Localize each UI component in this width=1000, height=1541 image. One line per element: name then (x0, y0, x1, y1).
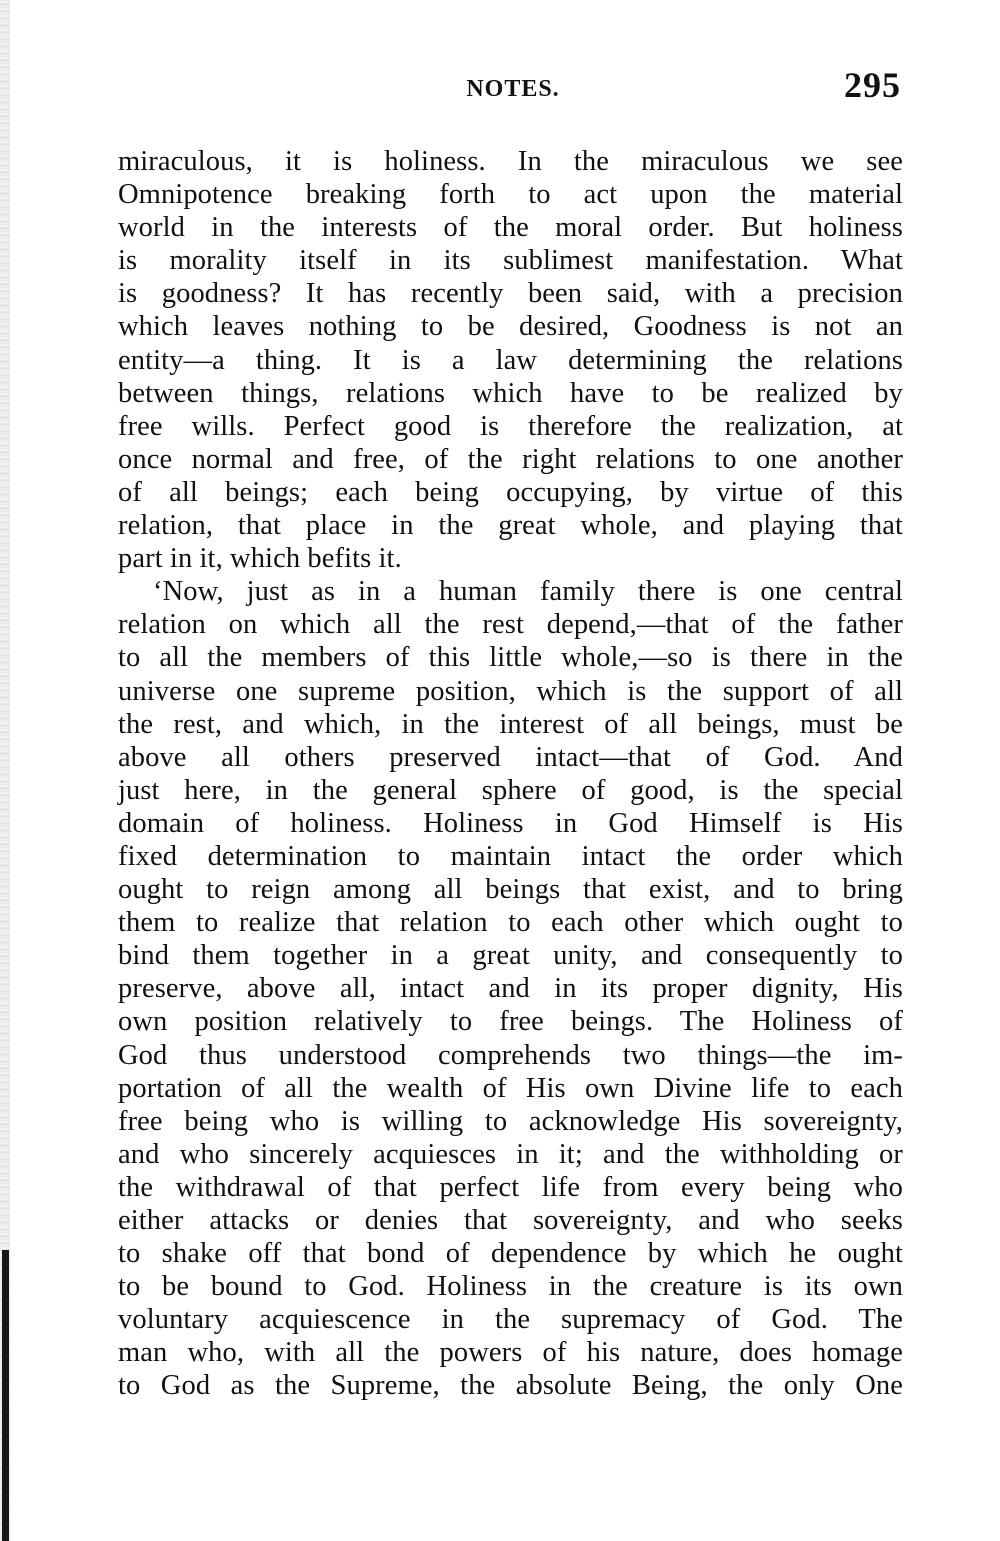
scan-binding-shadow (2, 1250, 9, 1541)
text-line: of all beings; each being occupying, by virtue of this (118, 476, 903, 508)
text-line: either attacks or denies that sovereignty, and who seeks (118, 1205, 903, 1236)
page-header (117, 62, 903, 106)
text-line: free wills. Perfect good is therefore the realization, at (118, 410, 903, 442)
text-line: universe one supreme position, which is the support of all (118, 675, 903, 707)
text-line: is morality itself in its sublimest manifestation. What (118, 245, 903, 277)
page-number: 295 (844, 65, 901, 105)
text-line: relation, that place in the great whole, and playing that (118, 510, 903, 542)
text-line-indented: ‘Now, just as in a human family there is one central (153, 576, 903, 608)
paragraph-2 (118, 575, 903, 1402)
text-line: miraculous, it is holiness. In the miraculous we see (118, 146, 903, 177)
running-head: NOTES. (466, 76, 560, 102)
text-line: above all others preserved intact—that of God. And (118, 741, 903, 773)
text-line: them to realize that relation to each other which ought to (118, 907, 903, 939)
text-line: portation of all the wealth of His own Divine life to each (118, 1072, 903, 1104)
text-line: to God as the Supreme, the absolute Being, the only One (118, 1370, 903, 1402)
text-line: and who sincerely acquiesces in it; and the withholding or (118, 1138, 903, 1170)
text-line-last: part in it, which befits it. (118, 543, 402, 575)
text-line: God thus understood comprehends two things—the im- (118, 1039, 903, 1071)
text-line: to be bound to God. Holiness in the creature is its own (118, 1271, 903, 1303)
text-line: free being who is willing to acknowledge His sovereignty, (118, 1105, 903, 1137)
text-line: once normal and free, of the right relations to one another (118, 443, 903, 475)
text-line: own position relatively to free beings. The Holiness of (118, 1006, 903, 1038)
text-line: between things, relations which have to be realized by (118, 377, 903, 409)
text-line: entity—a thing. It is a law determining the relations (118, 344, 903, 376)
text-line: ought to reign among all beings that exist, and to bring (118, 874, 903, 906)
text-line: Omnipotence breaking forth to act upon the material (118, 179, 903, 211)
text-line: domain of holiness. Holiness in God Himself is His (118, 807, 903, 839)
text-line: fixed determination to maintain intact the order which (118, 840, 903, 872)
text-line: the withdrawal of that perfect life from every being who (118, 1171, 903, 1203)
text-line: world in the interests of the moral order. But holiness (118, 212, 903, 244)
text-line: is goodness? It has recently been said, with a precision (118, 278, 903, 310)
text-line: the rest, and which, in the interest of all beings, must be (118, 708, 903, 740)
text-line: relation on which all the rest depend,—that of the father (118, 609, 903, 641)
body-text (118, 145, 903, 1403)
text-line: preserve, above all, intact and in its proper dignity, His (118, 973, 903, 1005)
text-line: voluntary acquiescence in the supremacy of God. The (118, 1304, 903, 1336)
paragraph-1 (118, 145, 903, 575)
text-line: man who, with all the powers of his nature, does homage (118, 1337, 903, 1369)
text-line: which leaves nothing to be desired, Goodness is not an (118, 311, 903, 343)
text-line: to shake off that bond of dependence by which he ought (118, 1238, 903, 1270)
text-line: bind them together in a great unity, and consequently to (118, 940, 903, 972)
text-line: to all the members of this little whole,—so is there in the (118, 642, 903, 674)
text-line: just here, in the general sphere of good, is the special (118, 774, 903, 806)
